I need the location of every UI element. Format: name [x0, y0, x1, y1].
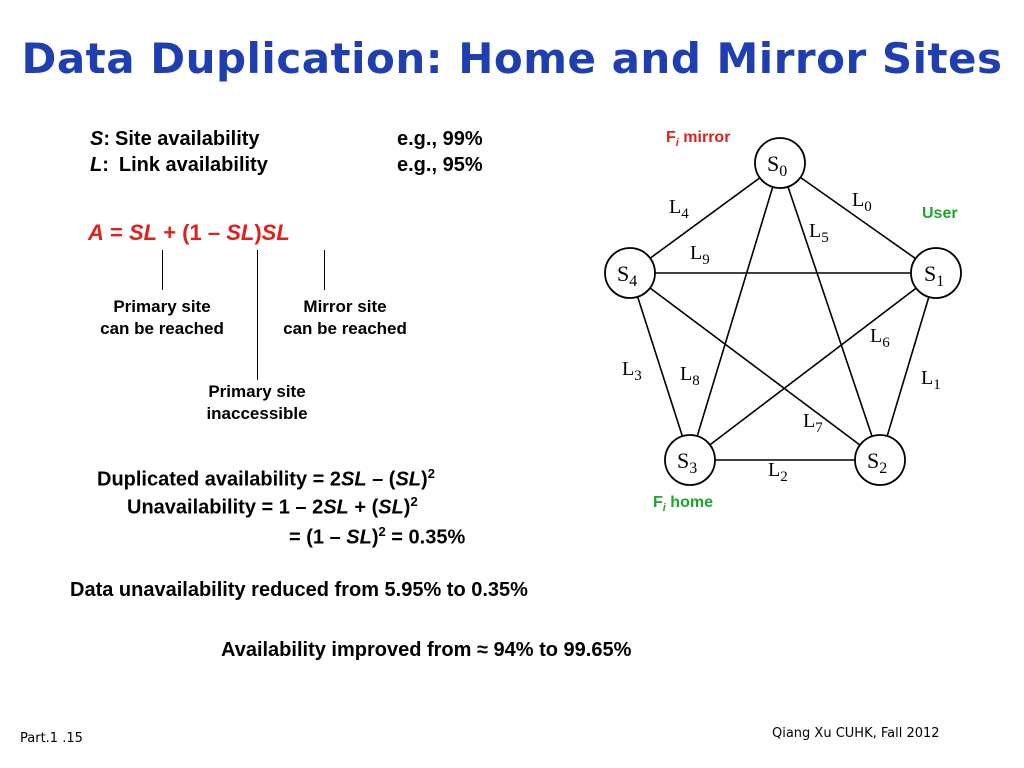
link-label-l6: $L_6$ [870, 325, 890, 351]
link-line-l7 [630, 273, 880, 460]
annotation-line: Primary site [113, 297, 211, 316]
link-label-l7: $L_7$ [803, 410, 823, 436]
dup-sl-1: SL [340, 468, 367, 491]
formula-sl-2: SL [226, 220, 255, 245]
link-label-l4: $L_4$ [669, 196, 689, 222]
user-label: User [922, 205, 958, 222]
node-s1 [911, 248, 961, 298]
footer-course-info: Qiang Xu CUHK, Fall 2012 [772, 726, 940, 741]
fi-mirror-label [666, 129, 730, 149]
site-availability-example: e.g., 99% [397, 128, 483, 150]
annotation-line: can be reached [100, 319, 224, 338]
unavail-sl-1: SL [323, 496, 349, 519]
home-text: home [665, 494, 713, 511]
formula-mid: + (1 – [157, 220, 227, 245]
link-label: Link availability [118, 154, 268, 176]
result-close: ) [371, 526, 379, 549]
data-unavailability-reduced: Data unavailability reduced from 5.95% to 0.35% [70, 579, 528, 601]
link-line-l0 [780, 163, 936, 273]
improved-pre: Availability improved from [221, 639, 477, 661]
unavail-mid: + ( [348, 496, 379, 519]
link-colon: : [102, 154, 109, 176]
improved-post: 94% to 99.65% [487, 639, 632, 661]
i-subscript: i [662, 502, 666, 515]
link-label-l8: $L_8$ [680, 363, 700, 389]
link-availability-example: e.g., 95% [397, 154, 483, 176]
result-pre: = (1 – [289, 526, 347, 549]
node-label: $S_4$ [617, 261, 638, 290]
site-colon: : [103, 128, 111, 150]
unavail-close: ) [403, 496, 411, 519]
annotation-line: Mirror site [303, 297, 387, 316]
dup-mid: – ( [366, 468, 396, 491]
f-letter: F [666, 129, 676, 146]
result-sl: SL [346, 526, 372, 549]
node-label: $S_3$ [677, 448, 698, 477]
site-symbol: S [90, 128, 104, 150]
link-line-l8 [690, 163, 780, 460]
node-s0 [755, 138, 805, 188]
link-label-l3: $L_3$ [622, 358, 642, 384]
fi-home-label [653, 494, 713, 514]
dup-exponent: 2 [427, 466, 435, 481]
dup-sl-2: SL [395, 468, 422, 491]
mirror-text: mirror [678, 129, 731, 146]
dup-label: Duplicated availability = 2 [97, 468, 341, 491]
formula-a: A [88, 220, 104, 245]
link-label-l1: $L_1$ [921, 367, 941, 393]
unavail-label: Unavailability = 1 – 2 [127, 496, 324, 519]
link-label-l2: $L_2$ [768, 459, 788, 485]
node-s4 [605, 248, 655, 298]
result-exponent: 2 [378, 524, 386, 539]
formula-sl-1: SL [128, 220, 158, 245]
result-post: = 0.35% [385, 526, 466, 549]
footer-slide-number: Part.1 .15 [20, 731, 83, 746]
node-label: $S_1$ [924, 261, 945, 290]
unavail-exponent: 2 [410, 494, 418, 509]
node-label: $S_0$ [767, 151, 788, 180]
dup-close: ) [421, 468, 428, 491]
annotation-line: Primary site [208, 382, 306, 401]
link-label-l9: $L_9$ [690, 242, 710, 268]
slide-title: Data Duplication: Home and Mirror Sites [21, 34, 1003, 83]
approx-symbol: ≈ [477, 639, 488, 661]
node-s3 [665, 435, 715, 485]
node-label: $S_2$ [867, 448, 888, 477]
link-label-l5: $L_5$ [809, 220, 829, 246]
formula-close: ) [254, 220, 262, 245]
formula-eq: = [103, 220, 129, 245]
annotation-line: can be reached [283, 319, 407, 338]
link-label-l0: $L_0$ [852, 189, 872, 215]
f-letter: F [653, 494, 663, 511]
node-s2 [855, 435, 905, 485]
i-subscript: i [675, 137, 679, 150]
link-symbol: L [90, 154, 103, 176]
unavail-sl-2: SL [378, 496, 404, 519]
annotation-line: inaccessible [206, 404, 308, 423]
formula-sl-3: SL [261, 220, 290, 245]
site-label: Site availability [115, 128, 260, 150]
